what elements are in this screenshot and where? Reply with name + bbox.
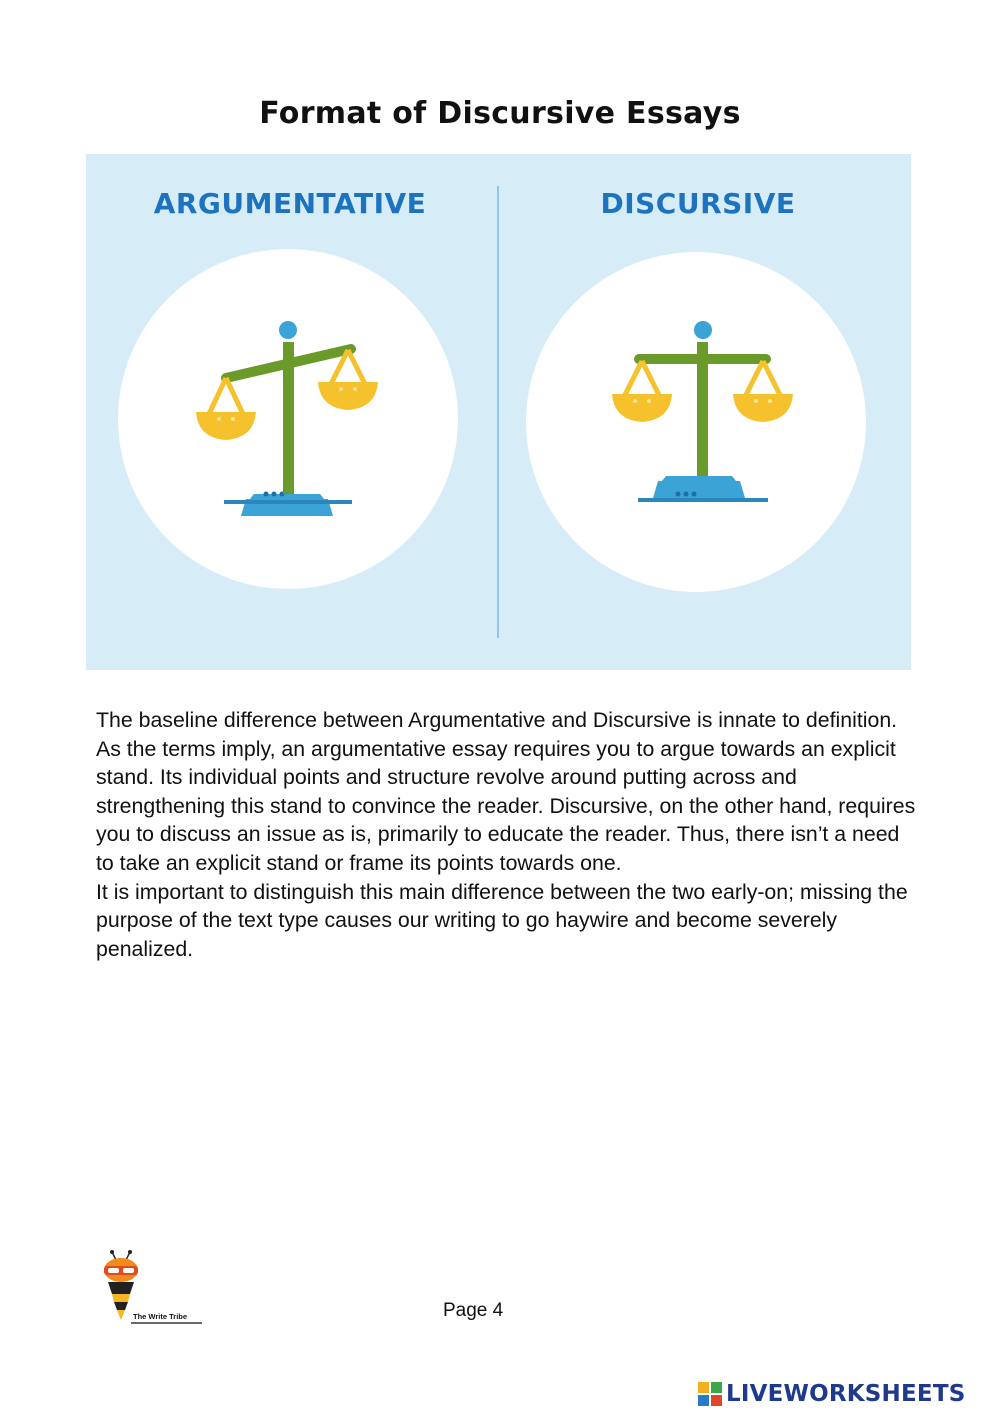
- argumentative-heading: ARGUMENTATIVE: [153, 187, 427, 220]
- comparison-figure: [86, 154, 911, 670]
- logo-caption: The Write Tribe: [133, 1312, 188, 1321]
- liveworksheets-watermark: [698, 1378, 965, 1410]
- tilted-scale-icon: [118, 249, 458, 589]
- liveworksheets-logo-icon: [698, 1382, 722, 1406]
- body-paragraph: It is important to distinguish this main difference between the two early-on; missing the purpose of the text type causes our writing to go haywire and become severely penalized.: [96, 879, 908, 961]
- balanced-scale-icon: [526, 252, 866, 592]
- body-text: [96, 706, 916, 963]
- page-number: Page 4: [443, 1300, 504, 1321]
- body-paragraph: The baseline difference between Argumentative and Discursive is innate to definition. As the terms imply, an argumentative essay requires you to argue towards an explicit stand. Its individual points and structure revolve around putting across and strengthening this stand to convince the reader. Discursive, on the other hand, requires you to discuss an issue as is, primarily to educate the reader. Thus, there isn’t a need to take an explicit stand or frame its points towards one.: [96, 708, 916, 875]
- write-tribe-logo: [98, 1250, 208, 1330]
- page-title: Format of Discursive Essays: [259, 96, 741, 131]
- watermark-text: LIVEWORKSHEETS: [726, 1381, 966, 1407]
- discursive-heading: DISCURSIVE: [600, 187, 796, 220]
